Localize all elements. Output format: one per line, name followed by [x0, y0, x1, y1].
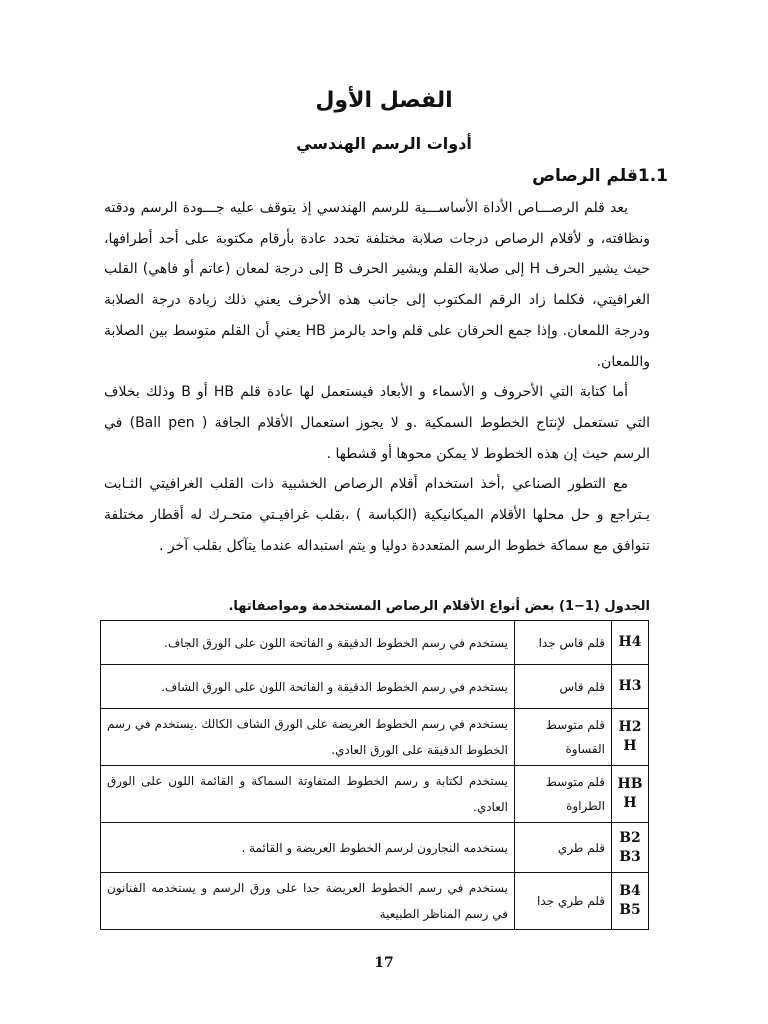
grade-cell: H3 — [612, 665, 649, 709]
pencil-grades-table — [100, 620, 649, 930]
table-row — [101, 621, 649, 665]
name-cell: قلم طري جدا — [515, 873, 612, 930]
description-cell: يستخدم في رسم الخطوط العريضة جدا على ورق الرسم و يستخدمه الفنانون في رسم المناظر الطبيعية — [101, 873, 515, 930]
grade-cell: H4 — [612, 621, 649, 665]
paragraph: أما كتابة التي الأحروف و الأسماء و الأبعاد فيستعمل لها عادة قلم HB أو B وذلك بخلاف التي تستعمل لإنتاج الخطوط السمكية .و لا يجوز استعمال الأقلام الجافة ( Ball pen) في الرسم حيث إن هذه الخطوط لا يمكن محوها أو قشطها . — [104, 384, 650, 462]
table-row — [101, 766, 649, 823]
paragraph: يعد قلم الرصـــاص الأداة الأساســـية للرسم الهندسي إذ يتوقف عليه جـــودة الرسم ودقته ونظافته، و لأقلام الرصاص درجات صلابة مختلفة تحدد عادة بأرقام مكتوبة على أحد أطرافها، حيث يشير الحرف H إلى صلابة القلم ويشير الحرف B إلى درجة لمعان (عاتم أو فاهي) القلب الغرافيتي، فكلما زاد الرقم المكتوب إلى جانب هذه الأحرف يعني ذلك زيادة درجة الصلابة ودرجة اللمعان. وإذا جمع الحرفان على قلم واحد بالرمز HB يعني أن القلم متوسط بين الصلابة واللمعان. — [104, 200, 650, 370]
description-cell: يستخدم في رسم الخطوط العريضة على الورق الشاف الكالك .يستخدم في رسم الخطوط الدقيقة على الورق العادي. — [101, 709, 515, 766]
table-row — [101, 709, 649, 766]
body-paragraphs — [104, 193, 650, 561]
name-cell: قلم قاس جدا — [515, 621, 612, 665]
description-cell: يستخدم في رسم الخطوط الدقيقة و الفاتحة اللون على الورق الجاف. — [101, 621, 515, 665]
grade-cell: HB H — [612, 766, 649, 823]
paragraph: مع التطور الصناعي ,أخذ استخدام أقلام الرصاص الخشبية ذات القلب الغرافيتي الثـابت يـتراجع و حل محلها الأقلام الميكانيكية (الكباسة ) ،بقلب غرافيـتي متحـرك له أقطار مختلفة تتوافق مع سماكة خطوط الرسم المتعددة دوليا و يتم استبداله عندما يتآكل بقلب آخر . — [104, 476, 650, 554]
description-cell: يستخدم لكتابة و رسم الخطوط المتفاوتة السماكة و القائمة اللون على الورق العادي. — [101, 766, 515, 823]
chapter-title: الفصل الأول — [315, 88, 453, 113]
table-row — [101, 823, 649, 873]
table-caption: الجدول (1−1) بعض أنواع الأقلام الرصاص المستخدمة ومواصفاتها. — [228, 599, 650, 614]
table-row — [101, 665, 649, 709]
grade-cell: B2 B3 — [612, 823, 649, 873]
name-cell: قلم طري — [515, 823, 612, 873]
description-cell: يستخدمه النجارون لرسم الخطوط العريضة و القائمة . — [101, 823, 515, 873]
grade-cell: H2 H — [612, 709, 649, 766]
chapter-subtitle: أدوات الرسم الهندسي — [296, 134, 472, 153]
section-heading: 1.1قلم الرصاص — [532, 166, 668, 186]
description-cell: يستخدم في رسم الخطوط الدقيقة و الفاتحة اللون على الورق الشاف. — [101, 665, 515, 709]
page-number: 17 — [374, 955, 394, 971]
name-cell: قلم متوسط القساوة — [515, 709, 612, 766]
grade-cell: B4 B5 — [612, 873, 649, 930]
name-cell: قلم متوسط الطراوة — [515, 766, 612, 823]
table-row — [101, 873, 649, 930]
name-cell: قلم قاس — [515, 665, 612, 709]
